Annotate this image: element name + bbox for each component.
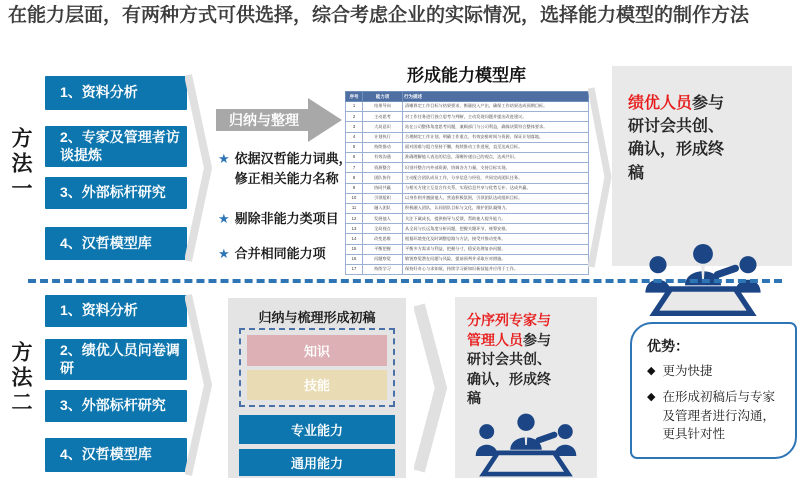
method2-step-1: 1、资料分析 — [45, 295, 187, 327]
table-cell: 12 — [346, 214, 363, 224]
method2-step-4: 4、汉哲模型库 — [45, 438, 187, 472]
table-cell: 15 — [346, 244, 363, 254]
table-cell: 主动思考 — [363, 112, 403, 122]
table-cell: 5 — [346, 142, 363, 152]
table-cell: 改变思维 — [363, 234, 403, 244]
table-row — [346, 193, 589, 203]
table-cell: 站在公司整体角度思考问题，兼顾部门与公司利益，确保决策符合整体要求。 — [403, 122, 589, 132]
capability-table — [345, 91, 589, 275]
draft-panel — [228, 298, 406, 478]
capability-table-header — [346, 92, 589, 102]
advantage-item: ◆ 更为快捷 — [647, 362, 782, 381]
table-row — [346, 122, 589, 132]
table-cell: 清晰界定工作目标与结果要求，衡量投入产出，确保工作结果达成预期目标。 — [403, 102, 589, 112]
table-cell: 计划执行 — [363, 132, 403, 142]
col-header-index: 序号 — [346, 92, 363, 102]
dashed-divider — [28, 279, 782, 283]
method2-step-2: 2、绩优人员问卷调研 — [45, 339, 187, 380]
table-row — [346, 203, 589, 213]
meeting-people-icon — [467, 412, 585, 478]
table-cell: 16 — [346, 254, 363, 264]
table-cell: 合理制定工作计划，明确工作重点，有效安排时间与资源，保证计划落地。 — [403, 132, 589, 142]
method1-step-2: 2、专家及管理者访谈提炼 — [45, 126, 187, 167]
chevron-right-icon — [588, 85, 614, 270]
draft-panel-title: 归纳与梳理形成初稿 — [258, 310, 376, 325]
table-cell: 关注下属成长，提供指导与反馈，帮助他人提升能力。 — [403, 214, 589, 224]
advantages-box — [630, 322, 797, 459]
table-cell: 敏锐察觉潜在问题与风险，提前预判并采取应对措施。 — [403, 254, 589, 264]
col-header-capability: 能力项 — [363, 92, 403, 102]
table-cell: 有效沟通 — [363, 152, 403, 162]
table-row — [346, 183, 589, 193]
table-cell: 2 — [346, 112, 363, 122]
table-row — [346, 102, 589, 112]
table-cell: 持续推动 — [363, 142, 403, 152]
outcome-highlight: 分序列专家与管理人员 — [467, 312, 551, 348]
table-cell: 协同共赢 — [363, 183, 403, 193]
table-cell: 积极融入团队，认同团队目标与文化，维护团队凝聚力。 — [403, 203, 589, 213]
table-cell: 主动配合团队成员工作，分享信息与经验，共同完成团队任务。 — [403, 173, 589, 183]
knowledge-box: 知识 — [247, 335, 387, 366]
table-cell: 全局视点 — [363, 224, 403, 234]
table-cell: 准确理解他人表达的信息，清晰传递自己的观点，达成共识。 — [403, 152, 589, 162]
table-row — [346, 244, 589, 254]
capability-table-title: 形成能力模型库 — [407, 66, 526, 85]
table-cell: 根据环境变化及时调整思路与方法，接受并推动变革。 — [403, 234, 589, 244]
method1-step-1: 1、资料分析 — [45, 76, 187, 110]
method1-bullet-2: ★ 剔除非能力类项目 — [218, 209, 359, 229]
table-cell: 14 — [346, 234, 363, 244]
table-row — [346, 132, 589, 142]
table-cell: 1 — [346, 102, 363, 112]
star-icon: ★ — [218, 246, 230, 261]
table-cell: 平衡多方需求与利益，把握分寸，稳妥处理复杂问题。 — [403, 244, 589, 254]
star-icon: ★ — [218, 211, 230, 226]
table-cell: 11 — [346, 203, 363, 213]
method2-outcome-text: 分序列专家与管理人员参与研讨会共创、确认，形成终稿 — [467, 312, 551, 407]
method2-label: 方法二 — [9, 341, 32, 416]
professional-capability-box: 专业能力 — [239, 415, 395, 444]
table-cell: 从全局与长远角度分析问题，把握关键环节，统筹安排。 — [403, 224, 589, 234]
skill-box: 技能 — [247, 370, 387, 401]
table-cell: 保持好奇心与求知欲，持续学习新知识新技能并应用于工作。 — [403, 265, 589, 275]
table-cell: 13 — [346, 224, 363, 234]
table-cell: 结果导向 — [363, 102, 403, 112]
table-cell: 以身作则并激励他人，营造积极氛围，引领团队达成组织目标。 — [403, 193, 589, 203]
method2-step-3: 3、外部标杆研究 — [45, 390, 187, 422]
table-row — [346, 173, 589, 183]
table-cell: 与相关方建立互信合作关系，实现信息共享与优势互补，达成共赢。 — [403, 183, 589, 193]
method1-label: 方法一 — [9, 127, 32, 202]
page-title: 在能力层面，有两种方式可供选择，综合考虑企业的实际情况，选择能力模型的制作方法 — [8, 5, 750, 26]
table-cell: 3 — [346, 122, 363, 132]
table-cell: 问题察觉 — [363, 254, 403, 264]
summarize-arrow — [216, 98, 342, 142]
table-row — [346, 152, 589, 162]
table-row — [346, 254, 589, 264]
table-cell: 7 — [346, 163, 363, 173]
table-cell: 持续学习 — [363, 265, 403, 275]
table-row — [346, 214, 589, 224]
table-cell: 融入团队 — [363, 203, 403, 213]
table-row — [346, 265, 589, 275]
col-header-behavior: 行为描述 — [403, 92, 589, 102]
advantage-item: ◆ 在形成初稿后与专家及管理者进行沟通，更具针对性 — [647, 388, 782, 444]
star-icon: ★ — [218, 151, 230, 166]
soft-skills-group — [239, 328, 395, 407]
table-cell: 团队协作 — [363, 173, 403, 183]
table-row — [346, 224, 589, 234]
method1-bullet-1: ★ 依据汉哲能力词典，修正相关能力名称 — [218, 149, 359, 189]
method1-step-4: 4、汉哲模型库 — [45, 227, 187, 260]
table-cell: 10 — [346, 193, 363, 203]
method1-outcome-box — [612, 66, 792, 266]
method1-bullet-3: ★ 合并相同能力项 — [218, 244, 359, 264]
table-cell: 大局意识 — [363, 122, 403, 132]
chevron-right-icon — [185, 72, 215, 264]
table-cell: 资源整合 — [363, 163, 403, 173]
table-cell: 识别并整合内外部资源，协调各方力量，支持目标实现。 — [403, 163, 589, 173]
table-cell: 对工作任务进行独立思考与判断，主动发现问题并提出改进建议。 — [403, 112, 589, 122]
chevron-right-icon — [414, 302, 448, 474]
table-cell: 8 — [346, 173, 363, 183]
table-cell: 9 — [346, 183, 363, 193]
diamond-bullet-icon: ◆ — [647, 365, 656, 377]
method1-step-3: 3、外部标杆研究 — [45, 177, 187, 209]
table-cell: 发展他人 — [363, 214, 403, 224]
table-cell: 面对困难与阻力坚持不懈，持续推动工作进展，直至达成目标。 — [403, 142, 589, 152]
method1-outcome-text: 绩优人员参与研讨会共创、确认，形成终稿 — [628, 95, 725, 182]
table-cell: 引领组织 — [363, 193, 403, 203]
table-row — [346, 163, 589, 173]
table-row — [346, 112, 589, 122]
table-cell: 17 — [346, 265, 363, 275]
table-cell: 平衡把握 — [363, 244, 403, 254]
table-row — [346, 234, 589, 244]
method2-outcome-box — [455, 297, 597, 478]
table-cell: 4 — [346, 132, 363, 142]
capability-table-body — [346, 102, 589, 275]
chevron-right-icon — [185, 292, 215, 478]
diamond-bullet-icon: ◆ — [647, 390, 656, 403]
table-row — [346, 142, 589, 152]
table-cell: 6 — [346, 152, 363, 162]
advantages-title: 优势： — [647, 338, 689, 354]
summarize-arrow-label: 归纳与整理 — [229, 112, 299, 128]
general-capability-box: 通用能力 — [239, 449, 395, 476]
outcome-highlight: 绩优人员 — [628, 95, 693, 112]
